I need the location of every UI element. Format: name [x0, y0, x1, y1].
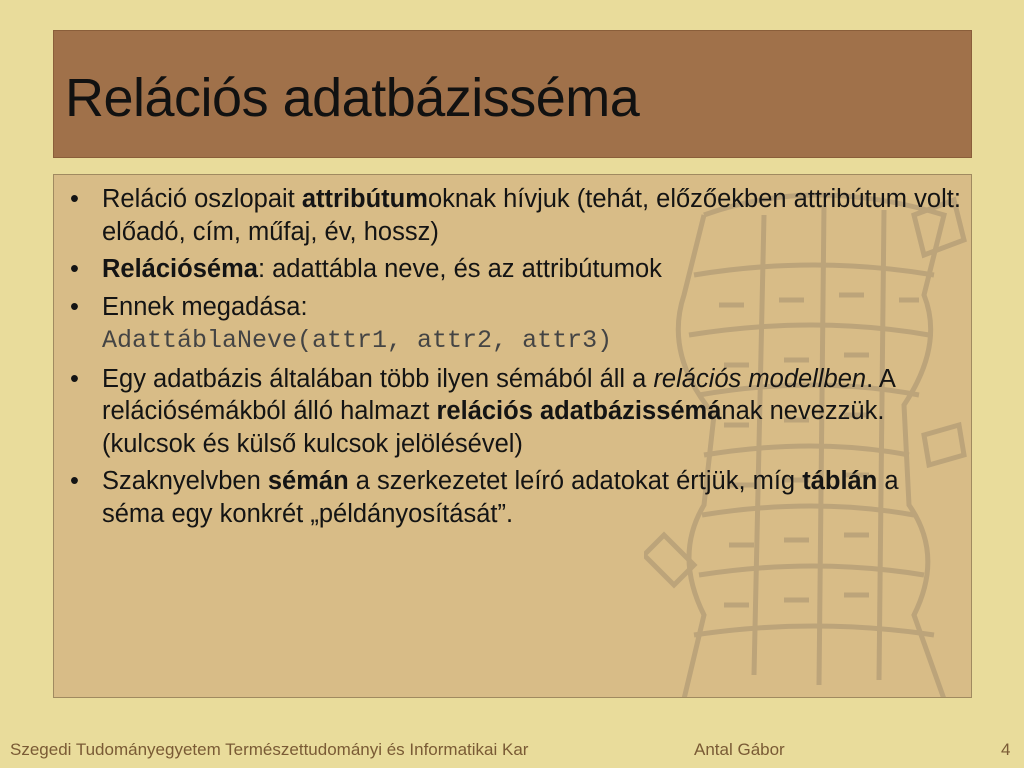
bullet-5-bold-1: sémán: [267, 467, 349, 495]
footer-page-number: 4: [1001, 740, 1011, 759]
bullet-1-bold: attribútum: [301, 185, 428, 213]
content-panel: [53, 174, 972, 698]
bullet-4-bold: relációs adatbázissémá: [436, 397, 722, 425]
bullet-3-text: Ennek megadása:: [102, 292, 308, 321]
bullet-4: [54, 363, 972, 461]
footer-institution: Szegedi Tudományegyetem Természettudományi és Informatikai Kar: [10, 740, 529, 759]
bullet-list-container: [54, 183, 972, 535]
footer-author: Antal Gábor: [694, 740, 785, 759]
bullet-2-text: : adattábla neve, és az attribútumok: [257, 255, 662, 283]
bullet-2-bold: Relációséma: [102, 255, 258, 283]
bullet-3-code: AdattáblaNeve(attr1, attr2, attr3): [102, 326, 613, 355]
slide-title: Relációs adatbázisséma: [65, 68, 640, 128]
bullet-5-text-mid: a szerkezetet leíró adatokat értjük, míg: [348, 467, 803, 495]
title-bar: [53, 30, 972, 158]
bullet-5-bold-2: táblán: [802, 467, 878, 495]
bullet-4-text-start: Egy adatbázis általában több ilyen sémából áll a: [102, 364, 654, 393]
bullet-1-text-start: Reláció oszlopait: [102, 185, 302, 213]
bullet-3: [54, 291, 972, 358]
bullet-list: [54, 183, 972, 530]
bullet-5-text-start: Szaknyelvben: [102, 467, 268, 495]
bullet-1: [54, 183, 972, 248]
bullet-1-text-end: oknak hívjuk (tehát, előzőekben attribútum volt: előadó, cím, műfaj, év, hossz): [102, 185, 961, 246]
bullet-5-text-end: a séma egy konkrét „példányosítását”.: [102, 467, 899, 528]
bullet-4-text-end: nak nevezzük. (kulcsok és külső kulcsok jelölésével): [102, 397, 885, 458]
bullet-5: [54, 465, 972, 530]
bullet-2: [54, 253, 972, 286]
bullet-4-text-mid: . A relációsémákból álló halmazt: [102, 364, 895, 425]
bullet-4-italic: relációs modellben: [653, 364, 867, 393]
